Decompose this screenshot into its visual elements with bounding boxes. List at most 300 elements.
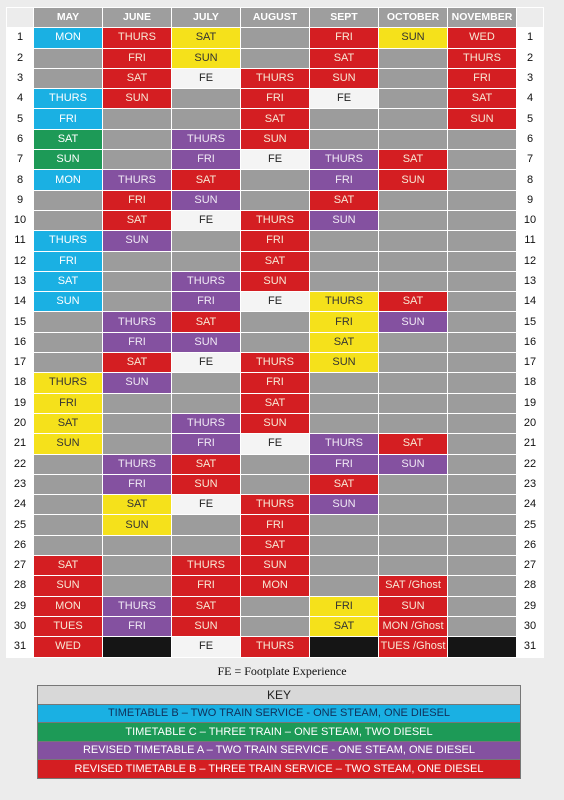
day-cell (448, 474, 517, 494)
day-cell: FE (172, 353, 241, 373)
day-cell: THURS (448, 48, 517, 68)
day-number-left: 2 (7, 48, 34, 68)
day-row (7, 109, 544, 129)
day-cell: FE (172, 495, 241, 515)
key-item-red: REVISED TIMETABLE B – THREE TRAIN SERVICE – TWO STEAM, ONE DIESEL (38, 760, 521, 779)
day-cell: FRI (310, 28, 379, 48)
day-cell (103, 271, 172, 291)
day-cell (379, 515, 448, 535)
day-cell (310, 373, 379, 393)
day-cell (310, 576, 379, 596)
day-cell: FRI (172, 576, 241, 596)
day-row (7, 190, 544, 210)
day-cell (241, 332, 310, 352)
day-cell (310, 271, 379, 291)
day-cell: SAT (241, 109, 310, 129)
day-cell (103, 150, 172, 170)
day-cell (379, 231, 448, 251)
day-number-right: 24 (517, 495, 544, 515)
day-cell: THURS (172, 556, 241, 576)
day-cell (172, 89, 241, 109)
day-cell (103, 434, 172, 454)
day-row (7, 170, 544, 190)
header-corner (517, 8, 544, 28)
day-cell: SAT (34, 413, 103, 433)
day-number-right: 12 (517, 251, 544, 271)
day-cell: THURS (172, 271, 241, 291)
day-cell: FRI (103, 190, 172, 210)
day-cell (448, 271, 517, 291)
day-number-left: 19 (7, 393, 34, 413)
day-cell: FRI (241, 515, 310, 535)
day-cell (241, 454, 310, 474)
day-cell (172, 373, 241, 393)
day-cell (379, 68, 448, 88)
key-body (38, 686, 521, 779)
day-cell: FRI (172, 150, 241, 170)
day-number-right: 6 (517, 129, 544, 149)
day-cell: SAT (310, 616, 379, 636)
day-cell (34, 190, 103, 210)
day-cell: FE (172, 637, 241, 657)
day-cell: SUN (379, 596, 448, 616)
day-cell: SUN (448, 109, 517, 129)
day-cell: FE (241, 150, 310, 170)
day-row (7, 292, 544, 312)
day-cell (172, 515, 241, 535)
day-number-right: 3 (517, 68, 544, 88)
day-cell (34, 535, 103, 555)
day-cell: SUN (241, 129, 310, 149)
day-number-left: 28 (7, 576, 34, 596)
day-cell: TUES (34, 616, 103, 636)
day-cell: FRI (241, 231, 310, 251)
day-number-left: 18 (7, 373, 34, 393)
day-row (7, 271, 544, 291)
day-cell: SUN (172, 616, 241, 636)
day-cell: SAT (172, 28, 241, 48)
day-cell: MON (34, 596, 103, 616)
day-cell: SAT (34, 271, 103, 291)
day-cell (172, 109, 241, 129)
day-cell (310, 231, 379, 251)
day-cell: SAT (103, 210, 172, 230)
day-number-right: 7 (517, 150, 544, 170)
day-cell: FRI (103, 48, 172, 68)
day-row (7, 434, 544, 454)
day-cell: SAT (241, 251, 310, 271)
day-cell (448, 454, 517, 474)
day-cell: SAT (241, 393, 310, 413)
header-corner (7, 8, 34, 28)
day-cell: THURS (241, 210, 310, 230)
day-cell (103, 251, 172, 271)
day-cell (448, 535, 517, 555)
day-number-right: 4 (517, 89, 544, 109)
day-row (7, 515, 544, 535)
day-cell: SAT (172, 596, 241, 616)
day-number-right: 10 (517, 210, 544, 230)
day-cell (379, 556, 448, 576)
day-cell: SAT (172, 170, 241, 190)
day-row (7, 48, 544, 68)
day-cell: SUN (34, 576, 103, 596)
day-cell (448, 292, 517, 312)
day-cell: SUN (34, 292, 103, 312)
day-number-left: 14 (7, 292, 34, 312)
day-cell (241, 312, 310, 332)
day-number-left: 4 (7, 89, 34, 109)
day-cell: SUN (34, 434, 103, 454)
key-title: KEY (38, 686, 521, 705)
day-number-right: 20 (517, 413, 544, 433)
day-cell (379, 210, 448, 230)
day-number-left: 6 (7, 129, 34, 149)
day-row (7, 616, 544, 636)
month-header-october: OCTOBER (379, 8, 448, 28)
day-number-left: 16 (7, 332, 34, 352)
day-cell (241, 48, 310, 68)
day-cell: SUN (241, 413, 310, 433)
day-number-left: 23 (7, 474, 34, 494)
day-cell: FRI (310, 596, 379, 616)
day-number-right: 29 (517, 596, 544, 616)
day-cell (34, 68, 103, 88)
day-number-right: 19 (517, 393, 544, 413)
day-number-left: 26 (7, 535, 34, 555)
month-header-july: JULY (172, 8, 241, 28)
day-number-right: 5 (517, 109, 544, 129)
day-number-left: 30 (7, 616, 34, 636)
day-cell: SAT (379, 434, 448, 454)
day-cell (379, 89, 448, 109)
day-cell: SUN (379, 28, 448, 48)
day-cell: SUN (103, 373, 172, 393)
day-number-right: 16 (517, 332, 544, 352)
day-cell: MON /Ghost (379, 616, 448, 636)
day-cell (103, 129, 172, 149)
day-row (7, 495, 544, 515)
key-item-purple: REVISED TIMETABLE A – TWO TRAIN SERVICE - ONE STEAM, ONE DIESEL (38, 741, 521, 760)
day-cell (34, 210, 103, 230)
day-cell: SUN (172, 474, 241, 494)
day-number-right: 9 (517, 190, 544, 210)
day-row (7, 535, 544, 555)
day-number-right: 28 (517, 576, 544, 596)
day-cell (34, 332, 103, 352)
day-cell (103, 109, 172, 129)
day-cell (34, 48, 103, 68)
day-cell (448, 129, 517, 149)
day-cell: SAT (103, 353, 172, 373)
day-cell: SAT (103, 495, 172, 515)
day-cell (448, 616, 517, 636)
day-cell (379, 495, 448, 515)
day-number-left: 1 (7, 28, 34, 48)
timetable (6, 7, 544, 658)
day-number-right: 25 (517, 515, 544, 535)
day-cell (448, 413, 517, 433)
day-number-left: 10 (7, 210, 34, 230)
day-cell (310, 637, 379, 657)
day-cell (379, 190, 448, 210)
day-cell: FE (172, 210, 241, 230)
day-cell (379, 251, 448, 271)
day-cell (103, 535, 172, 555)
day-cell: SUN (379, 170, 448, 190)
day-cell: SAT (379, 150, 448, 170)
day-cell: TUES /Ghost (379, 637, 448, 657)
day-cell: MON (34, 170, 103, 190)
day-cell (241, 616, 310, 636)
day-cell: FE (172, 68, 241, 88)
day-cell: FE (310, 89, 379, 109)
day-cell (103, 637, 172, 657)
day-cell: SUN (310, 68, 379, 88)
day-cell: SUN (310, 495, 379, 515)
day-cell (448, 170, 517, 190)
day-cell (103, 393, 172, 413)
day-cell (34, 454, 103, 474)
month-header-row (7, 8, 544, 28)
day-cell: SUN (241, 556, 310, 576)
day-row (7, 150, 544, 170)
day-number-left: 11 (7, 231, 34, 251)
day-cell (448, 373, 517, 393)
day-number-left: 20 (7, 413, 34, 433)
day-row (7, 28, 544, 48)
day-cell (379, 474, 448, 494)
day-number-right: 2 (517, 48, 544, 68)
day-row (7, 393, 544, 413)
day-cell (34, 353, 103, 373)
day-cell: SUN (379, 454, 448, 474)
day-cell: FRI (310, 454, 379, 474)
day-number-left: 31 (7, 637, 34, 657)
day-number-left: 15 (7, 312, 34, 332)
day-cell: SUN (379, 312, 448, 332)
day-cell: FRI (448, 68, 517, 88)
day-cell (448, 251, 517, 271)
day-cell (448, 150, 517, 170)
day-number-right: 30 (517, 616, 544, 636)
day-cell (310, 393, 379, 413)
day-cell (448, 210, 517, 230)
timetable-body (7, 28, 544, 657)
day-row (7, 556, 544, 576)
day-cell: THURS (241, 495, 310, 515)
day-cell: SUN (34, 150, 103, 170)
day-number-right: 13 (517, 271, 544, 291)
day-cell (379, 353, 448, 373)
day-cell (241, 190, 310, 210)
day-row (7, 68, 544, 88)
day-row (7, 231, 544, 251)
day-cell (172, 231, 241, 251)
day-cell (379, 535, 448, 555)
key-item-green: TIMETABLE C – THREE TRAIN – ONE STEAM, TWO DIESEL (38, 723, 521, 742)
day-cell: THURS (103, 170, 172, 190)
day-cell: THURS (34, 373, 103, 393)
day-cell: SUN (103, 231, 172, 251)
day-number-right: 1 (517, 28, 544, 48)
day-cell: SUN (103, 89, 172, 109)
key-legend (37, 685, 521, 779)
month-header-sept: SEPT (310, 8, 379, 28)
day-cell (241, 474, 310, 494)
day-row (7, 454, 544, 474)
day-cell: FRI (172, 292, 241, 312)
day-number-right: 18 (517, 373, 544, 393)
day-cell (448, 556, 517, 576)
day-number-left: 13 (7, 271, 34, 291)
day-cell (310, 109, 379, 129)
day-number-right: 8 (517, 170, 544, 190)
day-cell: SUN (103, 515, 172, 535)
day-number-right: 14 (517, 292, 544, 312)
day-cell (310, 251, 379, 271)
day-cell (379, 271, 448, 291)
day-cell: THURS (310, 434, 379, 454)
day-row (7, 89, 544, 109)
day-cell: FRI (103, 332, 172, 352)
day-cell (172, 251, 241, 271)
day-cell: SAT (448, 89, 517, 109)
day-cell: FRI (103, 616, 172, 636)
day-cell (34, 495, 103, 515)
day-cell (103, 292, 172, 312)
day-number-left: 24 (7, 495, 34, 515)
day-number-right: 21 (517, 434, 544, 454)
day-cell (448, 637, 517, 657)
day-cell: WED (448, 28, 517, 48)
day-cell: THURS (241, 637, 310, 657)
day-cell: FRI (241, 89, 310, 109)
day-number-right: 22 (517, 454, 544, 474)
day-cell (241, 28, 310, 48)
day-cell: SAT (241, 535, 310, 555)
day-cell: FRI (34, 251, 103, 271)
day-cell: THURS (34, 89, 103, 109)
day-cell: WED (34, 637, 103, 657)
day-cell: FRI (34, 393, 103, 413)
day-number-right: 27 (517, 556, 544, 576)
day-cell: SAT (172, 312, 241, 332)
day-cell (310, 413, 379, 433)
day-number-right: 15 (517, 312, 544, 332)
day-cell (310, 535, 379, 555)
day-cell (379, 332, 448, 352)
day-cell: FRI (172, 434, 241, 454)
day-row (7, 474, 544, 494)
day-cell (448, 515, 517, 535)
day-cell (448, 312, 517, 332)
day-number-left: 8 (7, 170, 34, 190)
day-cell: SAT (310, 474, 379, 494)
day-number-right: 26 (517, 535, 544, 555)
day-cell (241, 170, 310, 190)
day-cell (310, 556, 379, 576)
day-cell (241, 596, 310, 616)
day-cell: THURS (103, 28, 172, 48)
day-cell (448, 596, 517, 616)
day-cell: MON (34, 28, 103, 48)
day-row (7, 210, 544, 230)
day-cell (34, 474, 103, 494)
day-number-left: 5 (7, 109, 34, 129)
day-cell: THURS (34, 231, 103, 251)
day-cell: THURS (241, 68, 310, 88)
day-cell: SAT (103, 68, 172, 88)
day-row (7, 129, 544, 149)
day-cell (448, 393, 517, 413)
day-cell: THURS (172, 129, 241, 149)
day-cell (448, 495, 517, 515)
day-cell: FE (241, 292, 310, 312)
day-cell (448, 353, 517, 373)
day-cell (448, 190, 517, 210)
day-cell: SAT (310, 48, 379, 68)
day-cell: MON (241, 576, 310, 596)
day-row (7, 576, 544, 596)
day-row (7, 353, 544, 373)
day-number-left: 9 (7, 190, 34, 210)
day-cell: FRI (103, 474, 172, 494)
day-cell: FRI (310, 312, 379, 332)
day-cell (448, 332, 517, 352)
day-row (7, 332, 544, 352)
day-cell: FE (241, 434, 310, 454)
day-row (7, 413, 544, 433)
day-cell: SAT (34, 129, 103, 149)
day-cell (448, 434, 517, 454)
day-row (7, 637, 544, 657)
day-row (7, 251, 544, 271)
day-cell (103, 576, 172, 596)
day-cell: THURS (241, 353, 310, 373)
day-cell: THURS (310, 150, 379, 170)
day-number-left: 17 (7, 353, 34, 373)
day-row (7, 373, 544, 393)
day-cell: SAT (379, 292, 448, 312)
day-cell (172, 535, 241, 555)
day-cell (379, 393, 448, 413)
day-cell: SAT (310, 332, 379, 352)
day-cell: SUN (172, 190, 241, 210)
day-cell: SUN (310, 353, 379, 373)
day-cell (379, 413, 448, 433)
day-cell: THURS (172, 413, 241, 433)
day-number-right: 23 (517, 474, 544, 494)
day-number-right: 11 (517, 231, 544, 251)
day-cell (448, 231, 517, 251)
day-row (7, 596, 544, 616)
day-cell (379, 373, 448, 393)
day-cell (34, 312, 103, 332)
day-number-left: 3 (7, 68, 34, 88)
day-cell (379, 48, 448, 68)
key-item-blue: TIMETABLE B – TWO TRAIN SERVICE - ONE STEAM, ONE DIESEL (38, 704, 521, 723)
month-header-june: JUNE (103, 8, 172, 28)
month-header-august: AUGUST (241, 8, 310, 28)
day-cell: SAT (34, 556, 103, 576)
day-row (7, 312, 544, 332)
day-cell (310, 515, 379, 535)
day-number-right: 31 (517, 637, 544, 657)
month-header-november: NOVEMBER (448, 8, 517, 28)
day-cell: SAT /Ghost (379, 576, 448, 596)
day-cell (379, 129, 448, 149)
